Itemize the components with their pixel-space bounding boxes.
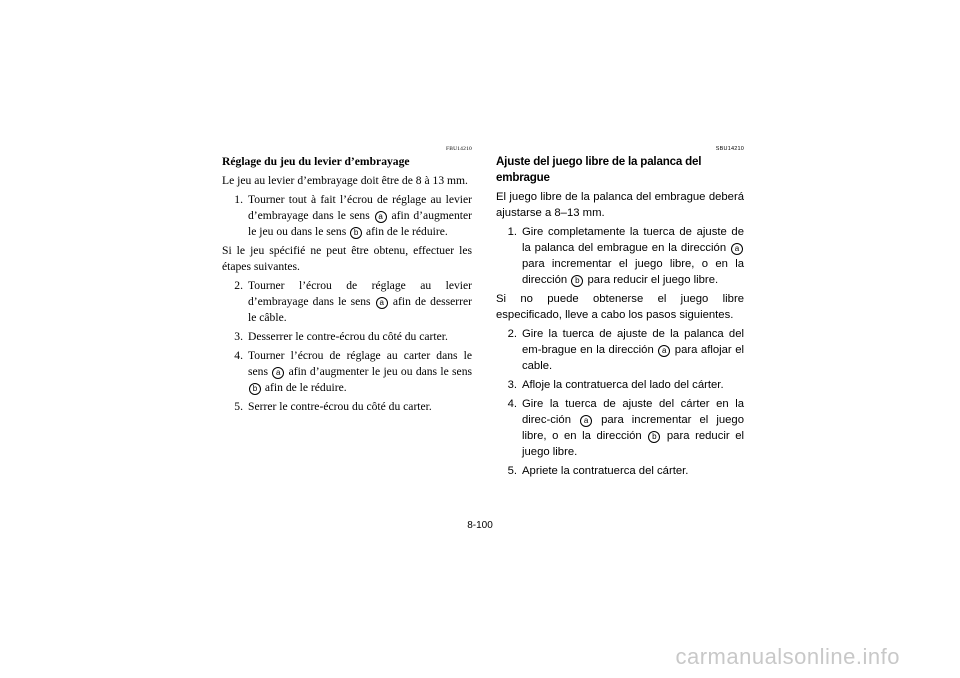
section-code: FBU14210	[445, 146, 472, 152]
step-text: Desserrer le contre-écrou du côté du carter.	[248, 330, 448, 343]
step-number: 5.	[234, 400, 243, 413]
step-text: Tourner l’écrou de réglage au carter dans le sens a afin d’augmenter le jeu ou dans le sens b afin de le réduire.	[248, 349, 472, 394]
french-column	[222, 146, 472, 418]
step-3	[496, 377, 744, 393]
section-code: SBU14210	[715, 146, 744, 152]
step-number: 2.	[507, 328, 517, 340]
watermark: carmanualsonline.info	[675, 644, 900, 669]
marker-b-icon: b	[648, 431, 660, 443]
marker-a-icon: a	[376, 297, 388, 309]
step-text: Gire la tuerca de ajuste del cárter en la direc-ción a para incrementar el juego libre, o en la dirección b para reducir el juego libre.	[522, 398, 744, 458]
marker-b-icon: b	[249, 383, 261, 395]
step-number: 2.	[234, 279, 243, 292]
condition-text: Si le jeu spécifié ne peut être obtenu, effectuer les étapes suivantes.	[222, 244, 472, 273]
section-title: Ajuste del juego libre de la palanca del embrague	[496, 155, 702, 184]
step-number: 4.	[507, 398, 517, 410]
step-text: Apriete la contratuerca del cárter.	[522, 465, 689, 477]
marker-a-icon: a	[658, 345, 670, 357]
step-text: Gire la tuerca de ajuste de la palanca del em-brague en la dirección a para aflojar el cable.	[522, 328, 744, 372]
step-4	[496, 396, 744, 460]
step-text: Tourner tout à fait l’écrou de réglage au levier d’embrayage dans le sens a afin d’augmenter le jeu ou dans le sens b afin de le réduire.	[248, 193, 472, 238]
marker-a-icon: a	[272, 367, 284, 379]
step-number: 4.	[234, 349, 243, 362]
step-number: 1.	[234, 193, 243, 206]
step-text: Afloje la contratuerca del lado del cárter.	[522, 379, 724, 391]
marker-b-icon: b	[350, 227, 362, 239]
step-text: Tourner l’écrou de réglage au levier d’embrayage dans le sens a afin de desserrer le câble.	[248, 279, 472, 324]
marker-b-icon: b	[571, 275, 583, 287]
marker-a-icon: a	[731, 243, 743, 255]
step-2	[496, 326, 744, 374]
step-5	[222, 399, 472, 415]
step-5	[496, 463, 744, 479]
spanish-column	[496, 146, 744, 482]
page-number: 8-100	[467, 520, 493, 531]
intro-text: El juego libre de la palanca del embrague deberá ajustarse a 8–13 mm.	[496, 191, 744, 219]
step-number: 3.	[234, 330, 243, 343]
step-2	[222, 278, 472, 326]
condition-text: Si no puede obtenerse el juego libre especificado, lleve a cabo los pasos siguientes.	[496, 293, 744, 321]
step-number: 5.	[507, 465, 517, 477]
step-1	[496, 224, 744, 288]
step-1	[222, 192, 472, 240]
intro-text: Le jeu au levier d’embrayage doit être de 8 à 13 mm.	[222, 174, 468, 187]
step-3	[222, 329, 472, 345]
marker-a-icon: a	[375, 211, 387, 223]
step-4	[222, 348, 472, 396]
step-number: 1.	[507, 226, 517, 238]
step-text: Serrer le contre-écrou du côté du carter.	[248, 400, 432, 413]
step-text: Gire completamente la tuerca de ajuste de la palanca del embrague en la dirección a para incrementar el juego libre, o en la dirección b para reducir el juego libre.	[522, 226, 744, 286]
step-number: 3.	[507, 379, 517, 391]
marker-a-icon: a	[580, 415, 592, 427]
section-title: Réglage du jeu du levier d’embrayage	[222, 155, 410, 168]
